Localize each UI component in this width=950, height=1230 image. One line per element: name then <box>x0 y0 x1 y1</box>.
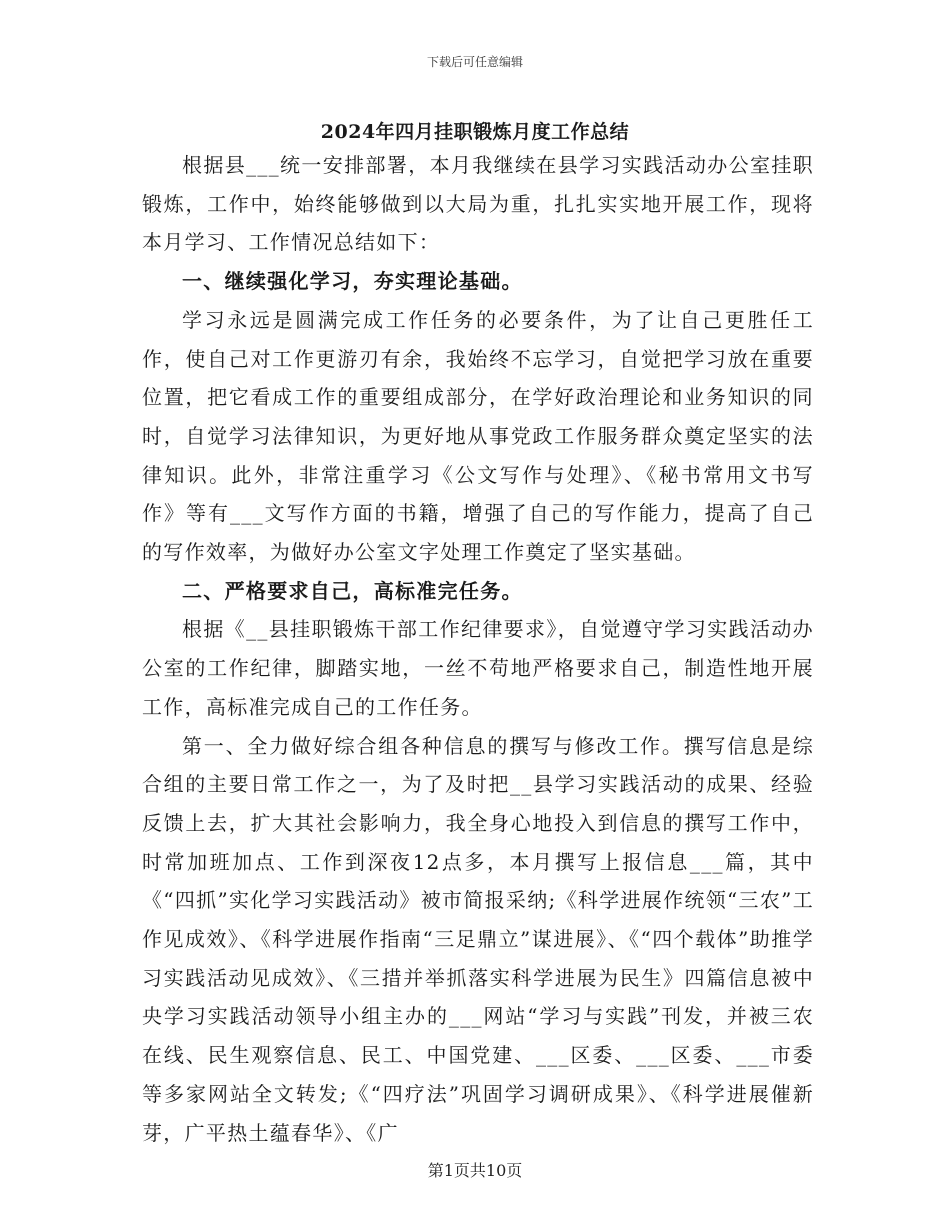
intro-paragraph: 根据县___统一安排部署，本月我继续在县学习实践活动办公室挂职锻炼，工作中，始终能够做到以大局为重，扎扎实实地开展工作，现将本月学习、工作情况总结如下： <box>142 153 814 255</box>
document-body <box>142 146 814 1152</box>
download-note: 下载后可任意编辑 <box>426 55 523 69</box>
page-number: 第1页共10页 <box>427 1161 523 1180</box>
section-heading-1: 一、继续强化学习，夯实理论基础。 <box>182 269 523 294</box>
body-paragraph: 学习永远是圆满完成工作任务的必要条件，为了让自己更胜任工作，使自己对工作更游刃有余，我始终不忘学习，自觉把学习放在重要位置，把它看成工作的重要组成部分，在学好政治理论和业务知识的同时，自觉学习法律知识，为更好地从事党政工作服务群众奠定坚实的法律知识。此外，非常注重学习《公文写作与处理》、《秘书常用文书写作》等有___文写作方面的书籍，增强了自己的写作能力，提高了自己的写作效率，为做好办公室文字处理工作奠定了坚实基础。 <box>142 307 814 565</box>
body-paragraph: 根据《__县挂职锻炼干部工作纪律要求》，自觉遵守学习实践活动办公室的工作纪律，脚踏实地，一丝不苟地严格要求自己，制造性地开展工作，高标准完成自己的工作任务。 <box>142 617 814 719</box>
document-title: 2024年四月挂职锻炼月度工作总结 <box>320 121 630 143</box>
section-heading-2: 二、严格要求自己，高标准完任务。 <box>182 578 523 603</box>
body-paragraph: 第一、全力做好综合组各种信息的撰写与修改工作。撰写信息是综合组的主要日常工作之一，为了及时把__县学习实践活动的成果、经验反馈上去，扩大其社会影响力，我全身心地投入到信息的撰写工作中，时常加班加点、工作到深夜12点多，本月撰写上报信息___篇，其中《“四抓”实化学习实践活动》被市简报采纳;《科学进展作统领“三农”工作见成效》、《科学进展作指南“三足鼎立”谋进展》、《“四个载体”助推学习实践活动见成效》、《三措并举抓落实科学进展为民生》四篇信息被中央学习实践活动领导小组主办的___网站“学习与实践”刊发，并被三农在线、民生观察信息、民工、中国党建、___区委、___区委、___市委等多家网站全文转发;《“四疗法”巩固学习调研成果》、《科学进展催新芽，广平热土蕴春华》、《广 <box>142 733 814 1145</box>
